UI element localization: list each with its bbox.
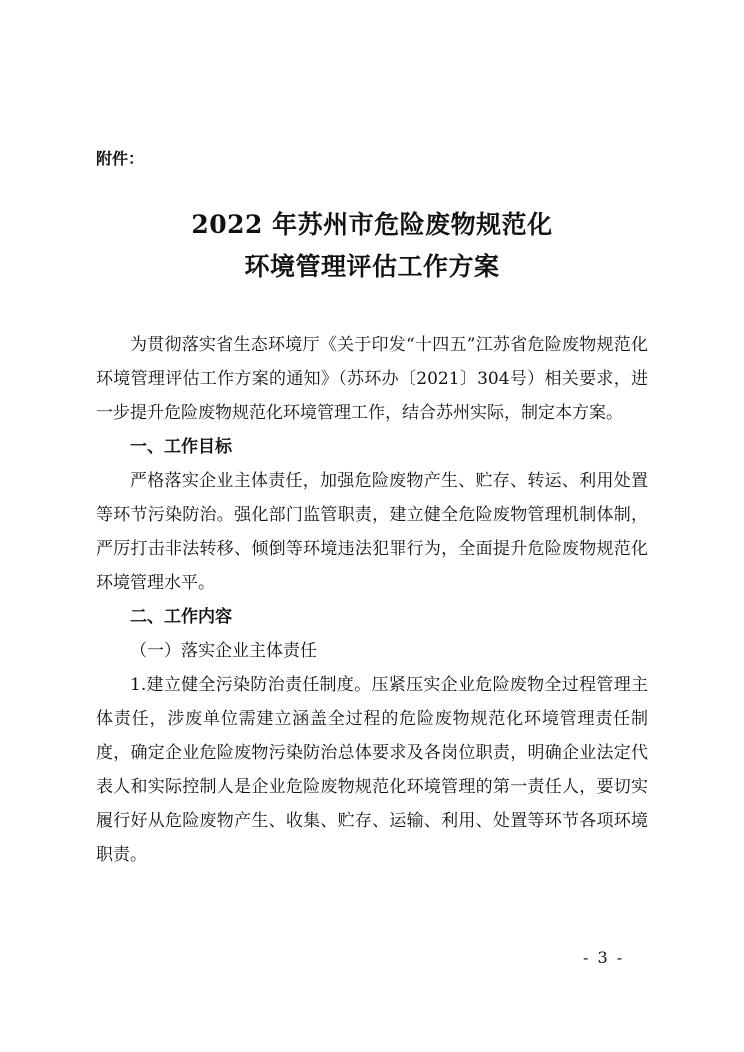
subsection-heading-enterprise: （一）落实企业主体责任 <box>130 641 317 661</box>
intro-paragraph: 为贯彻落实省生态环境厅《关于印发“十四五”江苏省危险废物规范化环境管理评估工作方案的通知》（苏环办〔2021〕304号）相关要求，进一步提升危险废物规范化环境管理工作，结合苏州实际，制定本方案。 <box>96 335 648 423</box>
attachment-label: 附件： <box>96 149 145 168</box>
section-heading-content: 二、工作内容 <box>130 607 232 627</box>
document-body <box>96 328 648 872</box>
document-title-line1: 2022 年苏州市危险废物规范化 <box>191 210 553 239</box>
document-title-line2: 环境管理评估工作方案 <box>244 252 500 281</box>
goals-paragraph: 严格落实企业主体责任，加强危险废物产生、贮存、转运、利用处置等环节污染防治。强化部门监管职责，建立健全危险废物管理机制体制，严厉打击非法转移、倾倒等环境违法犯罪行为，全面提升危险废物规范化环境管理水平。 <box>96 471 648 593</box>
section-heading-goals: 一、工作目标 <box>130 437 232 457</box>
page-number: - 3 - <box>583 948 625 967</box>
item1-paragraph: 1.建立健全污染防治责任制度。压紧压实企业危险废物全过程管理主体责任，涉废单位需建立涵盖全过程的危险废物规范化环境管理责任制度，确定企业危险废物污染防治总体要求及各岗位职责，明确企业法定代表人和实际控制人是企业危险废物规范化环境管理的第一责任人，要切实履行好从危险废物产生、收集、贮存、运输、利用、处置等环节各项环境职责。 <box>96 675 648 865</box>
